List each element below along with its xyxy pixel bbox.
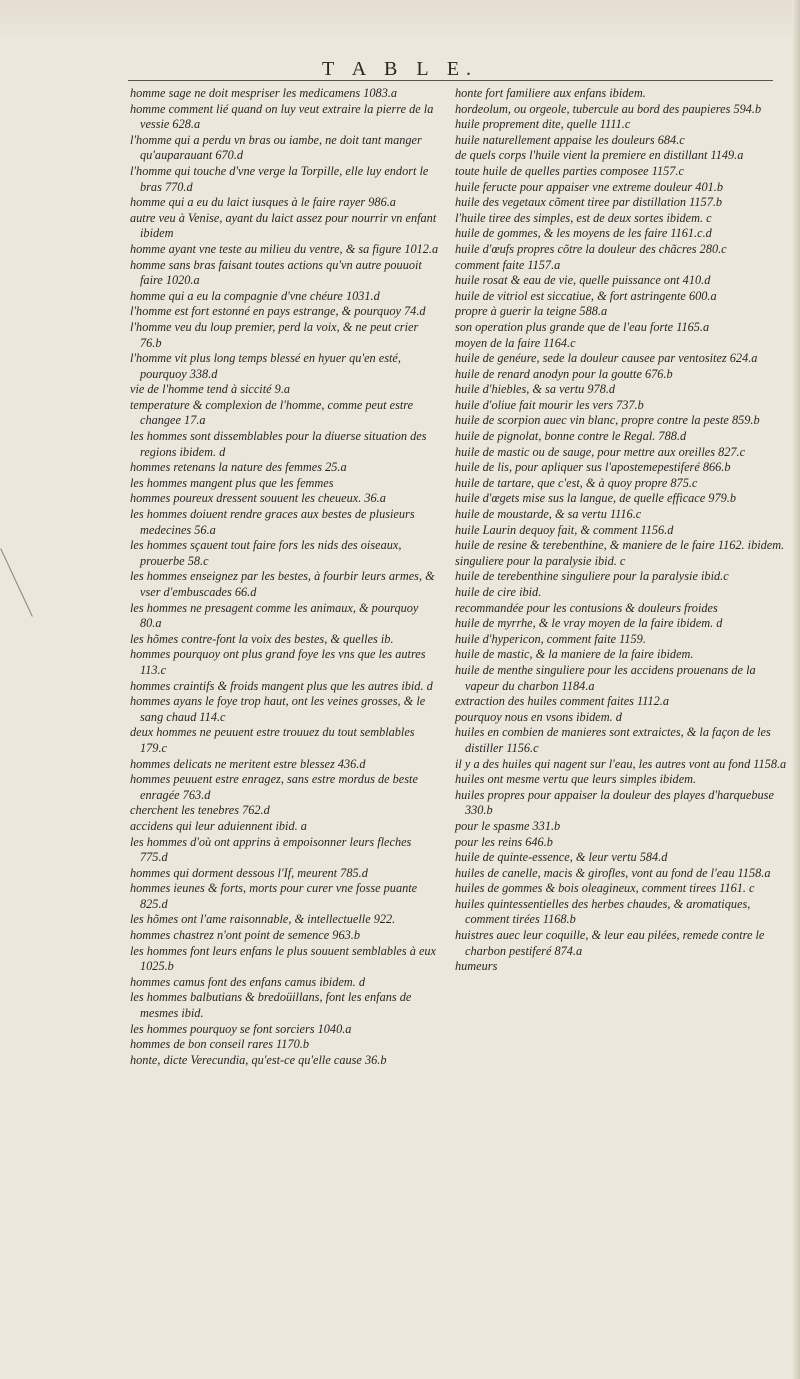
index-entry: l'huile tiree des simples, est de deux sortes ibidem. c (455, 210, 712, 225)
index-entry: huile Laurin dequoy fait, & comment 1156.d (455, 522, 674, 537)
index-entry: huiles de gommes & bois oleagineux, comment tirees 1161. c (455, 881, 755, 896)
index-entry: huile de renard anodyn pour la goutte 676.b (455, 366, 673, 381)
index-entry: les hommes font leurs enfans le plus souuent semblables à eux 1025.b (130, 943, 437, 974)
index-entry: deux hommes ne peuuent estre trouuez du tout semblables 179.c (130, 725, 415, 755)
index-entry: huile d'œufs propres cõtre la douleur des chãcres 280.c (455, 241, 727, 256)
index-entry: huile de mastic, & la maniere de la faire ibidem. (455, 647, 694, 662)
index-entry: les hommes pourquoy se font sorciers 1040.a (130, 1021, 352, 1036)
index-entry: comment faite 1157.a (455, 257, 561, 272)
index-entry: autre veu à Venise, ayant du laict assez pour nourrir vn enfant ibidem (130, 210, 437, 241)
index-entry: hommes pourquoy ont plus grand foye les vns que les autres 113.c (130, 647, 426, 677)
index-entry: huile d'oliue fait mourir les vers 737.b (455, 397, 644, 412)
index-entry: huile proprement dite, quelle 1111.c (455, 117, 631, 132)
index-entry: pour les reins 646.b (455, 834, 553, 849)
index-entry: l'homme qui touche d'vne verge la Torpille, elle luy endort le bras 770.d (130, 163, 429, 194)
index-entry: huile de lis, pour apliquer sus l'apostemepestiferé 866.b (455, 460, 731, 475)
index-entry: hommes poureux dressent souuent les cheueux. 36.a (130, 491, 386, 506)
index-entry: les hõmes ont l'ame raisonnable, & intellectuelle 922. (130, 912, 396, 927)
index-entry: toute huile de quelles parties composee 1157.c (455, 163, 684, 178)
index-entry: huile de moustarde, & sa vertu 1116.c (455, 507, 642, 522)
index-entry: les hommes mangent plus que les femmes (130, 475, 334, 490)
index-entry: huile d'œgets mise sus la langue, de quelle efficace 979.b (455, 491, 736, 506)
index-entry: huiles en combien de manieres sont extraictes, & la façon de les distiller 1156.c (455, 725, 771, 755)
index-entry: huiles quintessentielles des herbes chaudes, & aromatiques, comment tirées 1168.b (455, 896, 751, 927)
index-entry: hommes qui dorment dessous l'If, meurent 785.d (130, 865, 368, 880)
index-entry: huile de resine & terebenthine, & maniere de le faire 1162. ibidem. (455, 538, 785, 553)
index-entry: huile de tartare, que c'est, & à quoy propre 875.c (455, 475, 698, 490)
index-entry: les hommes doiuent rendre graces aux bestes de plusieurs medecines 56.a (130, 507, 415, 537)
index-entry: pour le spasme 331.b (455, 818, 561, 833)
index-entry: l'homme veu du loup premier, perd la voix, & ne peut crier 76.b (130, 319, 419, 350)
index-entry: huile naturellement appaise les douleurs 684.c (455, 132, 685, 147)
index-entry: homme qui a eu du laict iusques à le faire rayer 986.a (130, 195, 396, 210)
index-entry: vie de l'homme tend à siccité 9.a (130, 382, 291, 397)
index-entry: hommes chastrez n'ont point de semence 963.b (130, 928, 360, 943)
header-rule (128, 80, 773, 81)
index-entry: recommandée pour les contusions & douleurs froides (455, 600, 718, 615)
index-entry: huile de pignolat, bonne contre le Regal. 788.d (455, 429, 687, 444)
index-entry: temperature & complexion de l'homme, comme peut estre changee 17.a (130, 397, 414, 428)
index-entry: huile de cire ibid. (455, 585, 542, 599)
index-entry: huile de genéure, sede la douleur causee par ventositez 624.a (455, 351, 758, 366)
index-entry: hommes delicats ne meritent estre blessez 436.d (130, 756, 366, 771)
index-column-left (130, 86, 440, 1068)
index-entry: honte fort familiere aux enfans ibidem. (455, 86, 646, 100)
index-entry: son operation plus grande que de l'eau forte 1165.a (455, 319, 710, 334)
index-entry: huiles de canelle, macis & girofles, vont au fond de l'eau 1158.a (455, 865, 771, 880)
index-entry: huile d'hiebles, & sa vertu 978.d (455, 382, 616, 397)
index-entry: huile de mastic ou de sauge, pour mettre aux oreilles 827.c (455, 444, 746, 459)
index-entry: humeurs (455, 959, 498, 974)
index-entry: huile des vegetaux cõment tiree par distillation 1157.b (455, 195, 723, 210)
index-entry: hommes camus font des enfans camus ibidem. d (130, 974, 365, 989)
index-entry: accidens qui leur aduiennent ibid. a (130, 818, 307, 833)
index-entry: l'homme est fort estonné en pays estrange, & pourquoy 74.d (130, 304, 426, 319)
page-edge (792, 0, 800, 1379)
index-entry: huile de terebenthine singuliere pour la paralysie ibid.c (455, 569, 729, 584)
index-entry: propre à guerir la teigne 588.a (455, 304, 608, 319)
index-entry: pourquoy nous en vsons ibidem. d (455, 709, 622, 724)
index-entry: les hommes ne presagent comme les animaux, & pourquoy 80.a (130, 600, 419, 631)
index-entry: les hommes enseignez par les bestes, à fourbir leurs armes, & vser d'embuscades 66.d (130, 569, 435, 599)
index-entry: huile de gommes, & les moyens de les faire 1161.c.d (455, 226, 712, 241)
index-entry: moyen de la faire 1164.c (455, 335, 576, 350)
index-entry: cherchent les tenebres 762.d (130, 803, 270, 818)
index-entry: homme ayant vne teste au milieu du ventre, & sa figure 1012.a (130, 241, 439, 256)
index-entry: hommes ieunes & forts, morts pour curer vne fosse puante 825.d (130, 881, 418, 911)
index-entry: hommes craintifs & froids mangent plus que les autres ibid. d (130, 678, 433, 693)
index-entry: huile d'hypericon, comment faite 1159. (455, 631, 646, 646)
index-column-right (455, 86, 790, 975)
index-entry: les hommes d'où ont apprins à empoisonner leurs fleches 775.d (130, 834, 412, 865)
index-entry: les hommes sont dissemblables pour la diuerse situation des regions ibidem. d (130, 429, 427, 459)
index-entry: huile de menthe singuliere pour les accidens prouenans de la vapeur du charbon 1184.a (455, 662, 756, 693)
index-entry: l'homme vit plus long temps blessé en hyuer qu'en esté, pourquoy 338.d (130, 351, 401, 381)
index-entry: huile feructe pour appaiser vne extreme douleur 401.b (455, 179, 723, 194)
index-entry: l'homme qui a perdu vn bras ou iambe, ne doit tant manger qu'auparauant 670.d (130, 132, 422, 163)
index-entry: huile rosat & eau de vie, quelle puissance ont 410.d (455, 273, 711, 288)
index-entry: les hommes sçauent tout faire fors les nids des oiseaux, prouerbe 58.c (130, 538, 402, 568)
index-entry: il y a des huiles qui nagent sur l'eau, les autres vont au fond 1158.a (455, 756, 787, 771)
index-entry: extraction des huiles comment faites 1112.a (455, 694, 670, 709)
index-entry: huiles ont mesme vertu que leurs simples ibidem. (455, 772, 697, 787)
index-entry: huile de scorpion auec vin blanc, propre contre la peste 859.b (455, 413, 760, 428)
index-entry: singuliere pour la paralysie ibid. c (455, 553, 626, 568)
page-fold-shadow (0, 0, 800, 40)
index-entry: honte, dicte Verecundia, qu'est-ce qu'elle cause 36.b (130, 1052, 387, 1067)
index-entry: hommes peuuent estre enragez, sans estre mordus de beste enragée 763.d (130, 772, 418, 802)
index-entry: homme sage ne doit mespriser les medicamens 1083.a (130, 86, 398, 100)
index-entry: homme qui a eu la compagnie d'vne chéure 1031.d (130, 288, 380, 303)
index-entry: huile de myrrhe, & le vray moyen de la faire ibidem. d (455, 616, 723, 631)
margin-mark (0, 548, 33, 616)
index-entry: les hommes balbutians & bredoüillans, font les enfans de mesmes ibid. (130, 990, 412, 1021)
index-entry: homme sans bras faisant toutes actions qu'vn autre pouuoit faire 1020.a (130, 257, 422, 288)
index-entry: de quels corps l'huile vient la premiere en distillant 1149.a (455, 148, 744, 163)
index-entry: huistres auec leur coquille, & leur eau pilées, remede contre le charbon pestiferé 874.a (455, 928, 765, 958)
index-entry: huile de vitriol est siccatiue, & fort astringente 600.a (455, 288, 717, 303)
index-entry: hommes retenans la nature des femmes 25.a (130, 460, 347, 475)
index-entry: huile de quinte-essence, & leur vertu 584.d (455, 850, 668, 865)
index-entry: hommes ayans le foye trop haut, ont les veines grosses, & le sang chaud 114.c (130, 694, 426, 724)
index-entry: hommes de bon conseil rares 1170.b (130, 1037, 309, 1052)
index-entry: huiles propres pour appaiser la douleur des playes d'harquebuse 330.b (455, 787, 774, 818)
index-entry: les hõmes contre-font la voix des bestes, & quelles ib. (130, 631, 394, 646)
index-entry: hordeolum, ou orgeole, tubercule au bord des paupieres 594.b (455, 101, 762, 116)
index-entry: homme comment lié quand on luy veut extraire la pierre de la vessie 628.a (130, 101, 434, 132)
page-header: T A B L E. (321, 58, 479, 80)
